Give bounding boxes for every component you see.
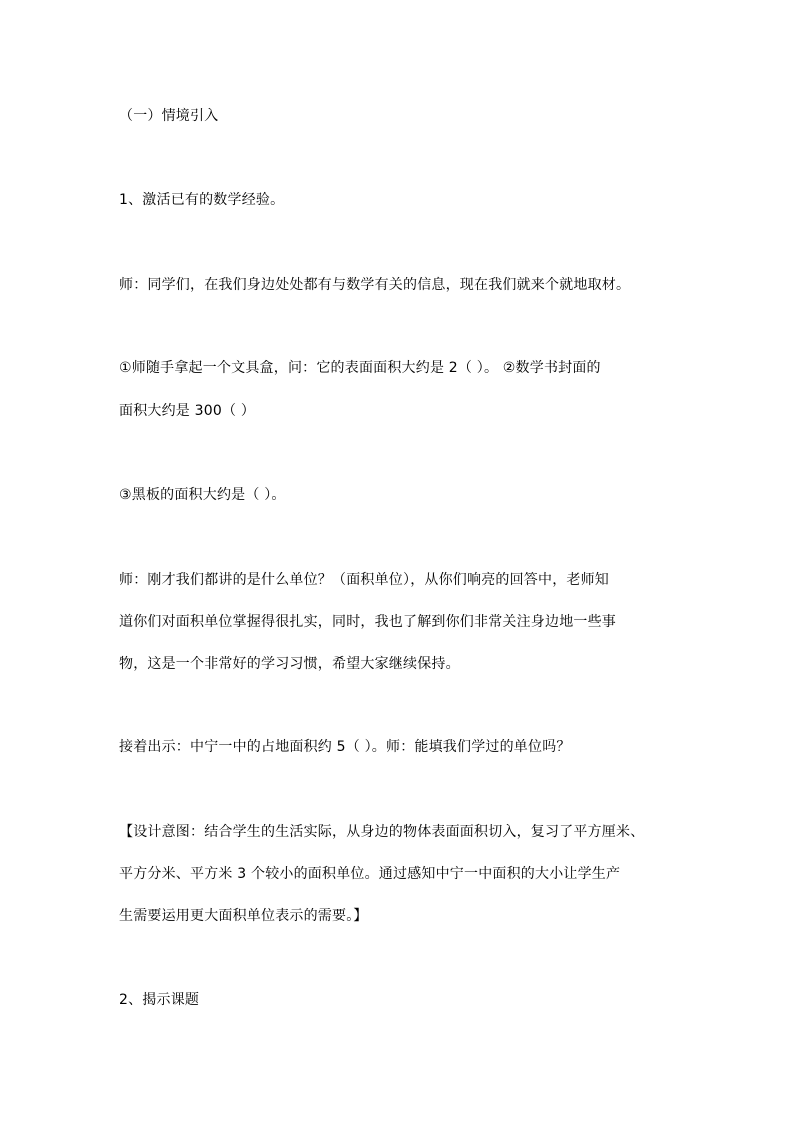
paragraph-line: ③黑板的面积大约是（ ）。: [119, 487, 286, 503]
paragraph-line: 师：同学们，在我们身边处处都有与数学有关的信息，现在我们就来个就地取材。: [119, 277, 631, 293]
paragraph-line: 面积大约是 300（ ）: [119, 403, 256, 419]
paragraph-line: 师：刚才我们都讲的是什么单位？（面积单位），从你们响亮的回答中，老师知: [119, 572, 609, 588]
paragraph-line: 物，这是一个非常好的学习习惯，希望大家继续保持。: [119, 656, 460, 672]
design-intent-line: 生需要运用更大面积单位表示的需要。】: [119, 908, 368, 924]
design-intent-line: 平方分米、平方米 3 个较小的面积单位。通过感知中宁一中面积的大小让学生产: [119, 866, 621, 882]
design-intent-line: 【设计意图：结合学生的生活实际，从身边的物体表面面积切入，复习了平方厘米、: [119, 824, 645, 840]
paragraph-line: ①师随手拿起一个文具盒，问：它的表面面积大约是 2（ ）。 ②数学书封面的: [119, 360, 601, 376]
paragraph-line: 接着出示：中宁一中的占地面积约 5（ ）。师：能填我们学过的单位吗？: [119, 739, 571, 755]
step-heading-2: 2、揭示课题: [119, 992, 200, 1008]
step-heading-1: 1、激活已有的数学经验。: [119, 192, 285, 208]
section-heading: （一）情境引入: [119, 108, 219, 124]
paragraph-line: 道你们对面积单位掌握得很扎实，同时，我也了解到你们非常关注身边地一些事: [119, 614, 616, 630]
